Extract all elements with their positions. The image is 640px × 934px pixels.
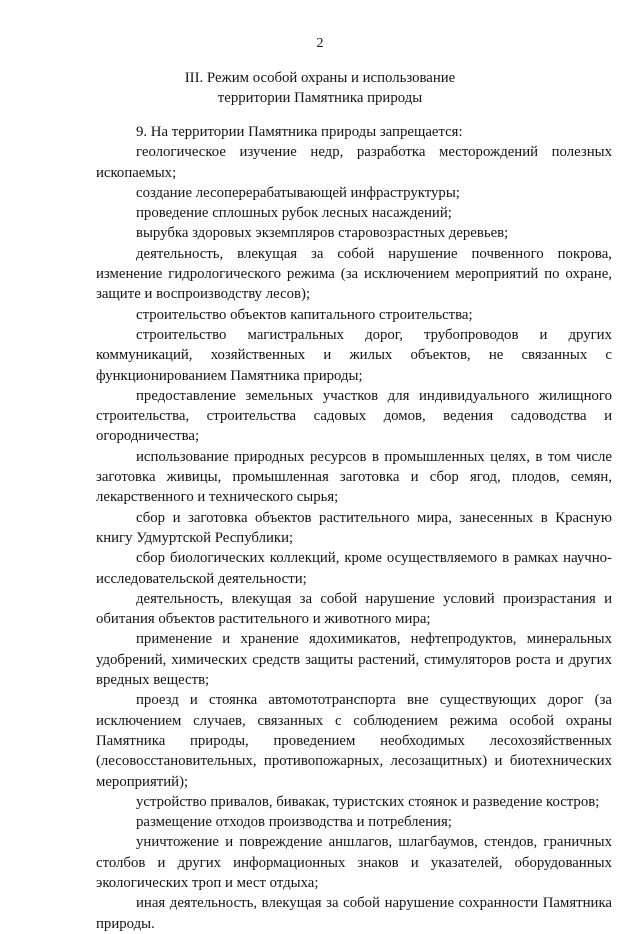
section-heading bbox=[0, 68, 640, 108]
list-item: использование природных ресурсов в промышленных целях, в том числе заготовка живицы, промышленная заготовка и сбор ягод, плодов, семян, лекарственного и технического сырья; bbox=[96, 448, 612, 506]
list-item: сбор и заготовка объектов растительного мира, занесенных в Красную книгу Удмуртской Республики; bbox=[96, 509, 612, 546]
section-heading-line-2: территории Памятника природы bbox=[217, 90, 423, 106]
section-heading-line-1: III. Режим особой охраны и использование bbox=[184, 70, 456, 86]
list-item: иная деятельность, влекущая за собой нарушение сохранности Памятника природы. bbox=[96, 895, 612, 932]
paragraph-intro: 9. На территории Памятника природы запрещается: bbox=[136, 124, 463, 140]
list-item: деятельность, влекущая за собой нарушение условий произрастания и обитания объектов растительного и животного мира; bbox=[96, 590, 612, 628]
list-item: размещение отходов производства и потребления; bbox=[136, 814, 452, 831]
list-item: создание лесоперерабатывающей инфраструктуры; bbox=[136, 184, 460, 201]
list-item: деятельность, влекущая за собой нарушение почвенного покрова, изменение гидрологического режима (за исключением мероприятий по охране, защите и воспроизводству лесов); bbox=[96, 245, 612, 303]
page-number: 2 bbox=[316, 36, 324, 51]
list-item: предоставление земельных участков для индивидуального жилищного строительства, строительства садовых домов, ведения садоводства и огородничества; bbox=[96, 387, 612, 445]
list-item: сбор биологических коллекций, кроме осуществляемого в рамках научно-исследовательской деятельности; bbox=[96, 550, 612, 587]
list-item: строительство магистральных дорог, трубопроводов и других коммуникаций, хозяйственных и жилых объектов, не связанных с функционированием Памятника природы; bbox=[96, 326, 612, 384]
list-item: проведение сплошных рубок лесных насаждений; bbox=[136, 205, 452, 222]
list-item: строительство объектов капитального строительства; bbox=[136, 306, 473, 323]
list-item: вырубка здоровых экземпляров старовозрастных деревьев; bbox=[136, 225, 509, 242]
list-item: применение и хранение ядохимикатов, нефтепродуктов, минеральных удобрений, химических средств защиты растений, стимуляторов роста и других вредных веществ; bbox=[96, 631, 612, 689]
list-item: уничтожение и повреждение аншлагов, шлагбаумов, стендов, граничных столбов и других информационных знаков и указателей, оборудованных экологических троп и мест отдыха; bbox=[96, 834, 612, 891]
list-item: проезд и стоянка автомототранспорта вне существующих дорог (за исключением случаев, связанных с соблюдением режима особой охраны Памятника природы, проведением необходимых лесохозяйственных (лесовосстановительных, противопожарных, лесозащитных) и биотехнических мероприятий); bbox=[96, 692, 612, 790]
list-item: геологическое изучение недр, разработка месторождений полезных ископаемых; bbox=[96, 144, 612, 181]
list-item: устройство привалов, бивакак, туристских стоянок и разведение костров; bbox=[136, 793, 600, 810]
document-body bbox=[96, 122, 612, 934]
